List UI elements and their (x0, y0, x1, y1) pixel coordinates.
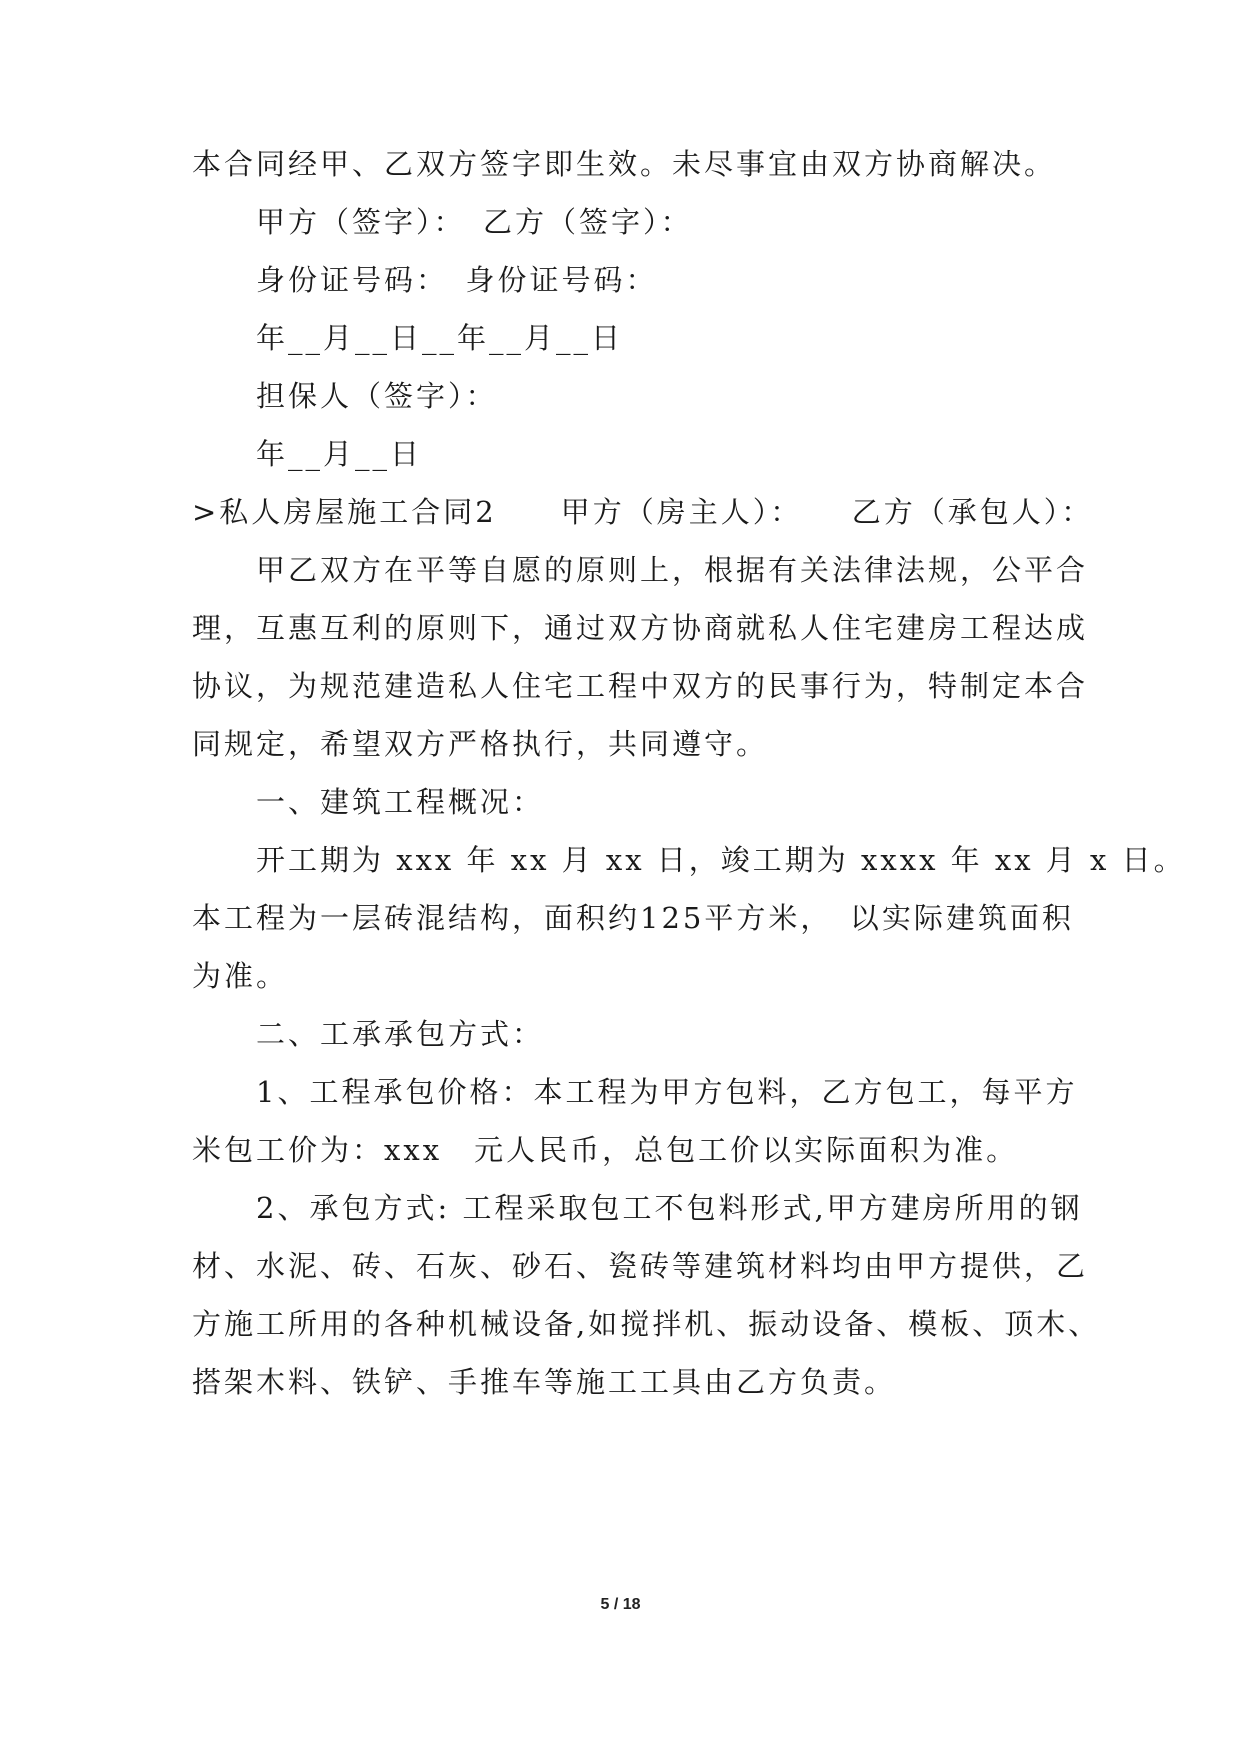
guarantor-line: 担保人（签字）： (192, 379, 498, 413)
paragraph-line: 为准。 (192, 959, 289, 993)
signature-line-party: 甲方（签字）： 乙方（签字）： (192, 205, 693, 239)
paragraph-line: 2、承包方式: 工程采取包工不包料形式,甲方建房所用的钢 (192, 1191, 1083, 1225)
page-number: 5 / 18 (600, 1596, 641, 1613)
paragraph-line: 甲乙双方在平等自愿的原则上，根据有关法律法规，公平合 (192, 553, 1089, 587)
contract-heading: >私人房屋施工合同2 甲方（房主人）： 乙方（承包人）： (192, 495, 1094, 529)
section-heading: 二、工承承包方式： (192, 1017, 545, 1051)
id-number-line: 身份证号码： 身份证号码： (192, 263, 658, 297)
paragraph-line: 方施工所用的各种机械设备,如搅拌机、振动设备、模板、顶木、 (192, 1307, 1101, 1341)
paragraph-line: 本合同经甲、乙双方签字即生效。未尽事宜由双方协商解决。 (192, 147, 1057, 181)
paragraph-line: 米包工价为：xxx 元人民币，总包工价以实际面积为准。 (192, 1133, 1019, 1167)
date-line: 年__月__日 (192, 437, 423, 471)
paragraph-line: 同规定，希望双方严格执行，共同遵守。 (192, 727, 769, 761)
paragraph-line: 1、工程承包价格：本工程为甲方包料，乙方包工，每平方 (192, 1075, 1078, 1109)
section-heading: 一、建筑工程概况： (192, 785, 545, 819)
paragraph-line: 协议，为规范建造私人住宅工程中双方的民事行为，特制定本合 (192, 669, 1089, 703)
paragraph-line: 理，互惠互利的原则下，通过双方协商就私人住宅建房工程达成 (192, 611, 1089, 645)
paragraph-line: 搭架木料、铁铲、手推车等施工工具由乙方负责。 (192, 1365, 897, 1399)
paragraph-line: 材、水泥、砖、石灰、砂石、瓷砖等建筑材料均由甲方提供，乙 (192, 1249, 1089, 1283)
date-line: 年__月__日__年__月__日 (192, 321, 624, 355)
paragraph-line: 本工程为一层砖混结构，面积约125平方米， 以实际建筑面积 (192, 901, 1074, 935)
paragraph-line: 开工期为 xxx 年 xx 月 xx 日，竣工期为 xxxx 年 xx 月 x 日。 (192, 843, 1186, 877)
